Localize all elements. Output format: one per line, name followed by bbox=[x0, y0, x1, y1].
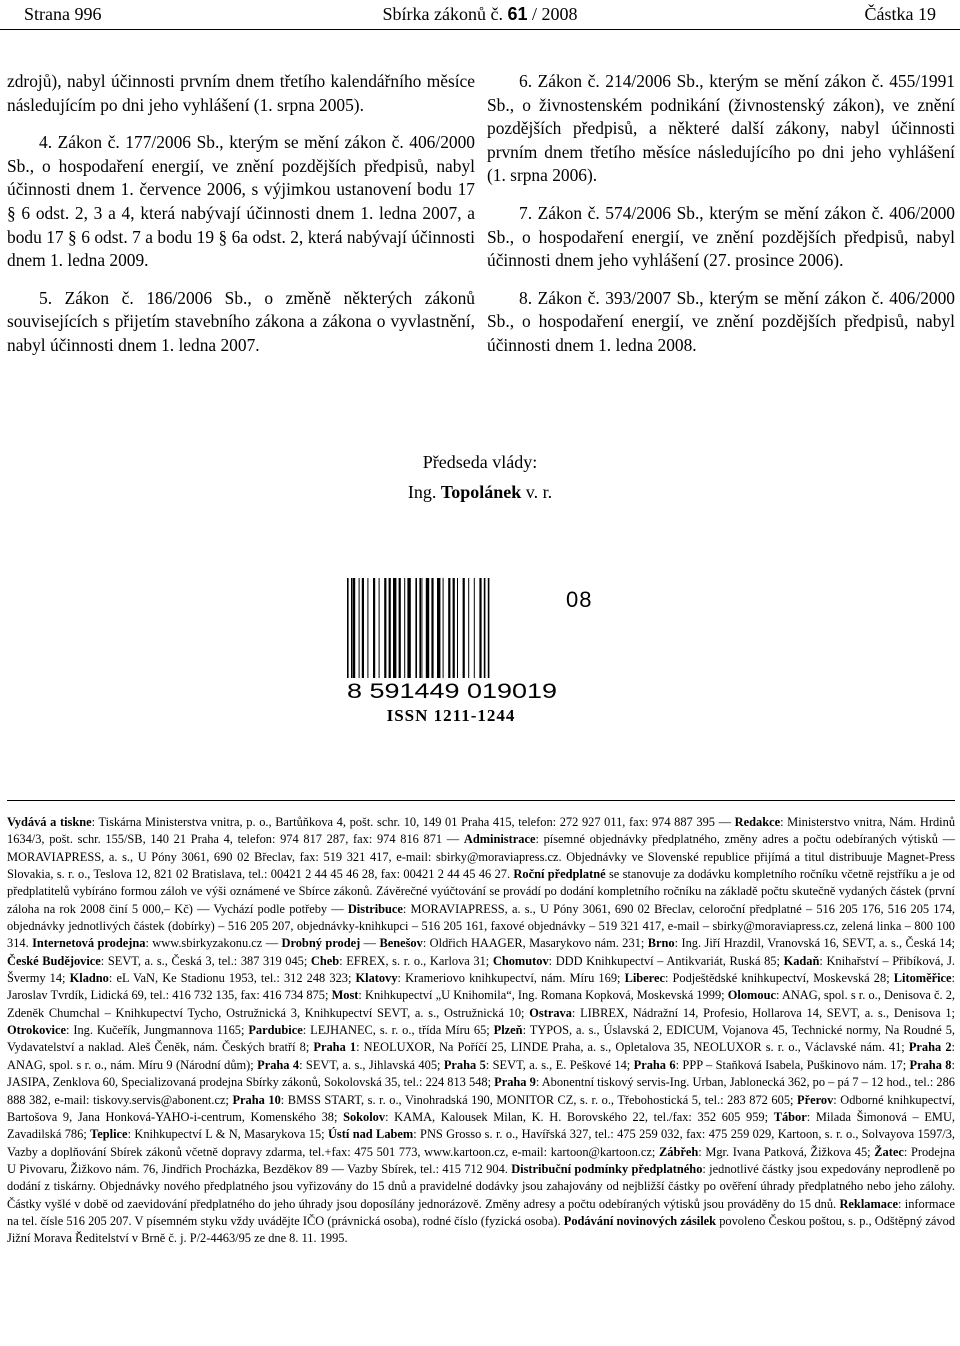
signature-role: Předseda vlády: bbox=[422, 452, 538, 472]
left-paragraph-2: 4. Zákon č. 177/2006 Sb., kterým se mění zákon č. 406/2000 Sb., o hospodaření energií, ve znění pozdějších předpisů, nabyl účinnosti dnem 1. července 2006, s výjimkou ustanovení bodu 17 § 6 odst. 2, 3 a 4, která nabývají účinnosti dnem 1. ledna 2007, a bodu 17 § 6 odst. 7 a bodu 19 § 6a odst. 2, která nabývají účinnosti dnem 1. ledna 2009. bbox=[7, 132, 475, 271]
barcode-bar bbox=[353, 578, 355, 678]
footer-text: : KAMA, Kalousek Milan, K. H. Borovského 22, tel./fax: 352 605 959; bbox=[385, 1109, 774, 1124]
barcode-bar bbox=[431, 578, 433, 678]
footer-label: Teplice bbox=[90, 1127, 128, 1142]
right-paragraph-3: 8. Zákon č. 393/2007 Sb., kterým se mění zákon č. 406/2000 Sb., o hospodaření energií, ve znění pozdějších předpisů, nabyl účinnosti dnem 1. ledna 2008. bbox=[487, 287, 955, 355]
barcode-bar bbox=[399, 578, 401, 678]
barcode-bars bbox=[347, 578, 489, 686]
footer-label: Distribuce bbox=[347, 901, 403, 916]
signature-name: Topolánek bbox=[440, 482, 522, 502]
left-column bbox=[7, 70, 475, 372]
footer-label: Pardubice bbox=[248, 1023, 303, 1038]
footer-label: Internetová prodejna bbox=[32, 936, 146, 951]
footer-label: Podávání novinových zásilek bbox=[563, 1213, 717, 1228]
footer-text: : Krameriovo knihkupectví, nám. Míru 169; bbox=[397, 971, 625, 986]
collection-prefix: Sbírka zákonů č. bbox=[382, 4, 503, 24]
footer-label: Chomutov bbox=[492, 953, 549, 968]
footer-text: : SEVT, a. s., E. Peškové 14; bbox=[485, 1057, 634, 1072]
barcode-bar bbox=[457, 578, 458, 678]
barcode-guard-bar bbox=[484, 578, 486, 686]
barcode-addon: 08 bbox=[566, 587, 593, 612]
barcode-bar bbox=[479, 578, 481, 678]
right-paragraph-1: 6. Zákon č. 214/2006 Sb., kterým se mění zákon č. 455/1991 Sb., o živnostenském podnikání (živnostenský zákon), ve znění pozdějších předpisů, a některé další zákony, nabyl účinnosti prvním dnem třetího měsíce následujícího po dni jeho vyhlášení (1. srpna 2006). bbox=[487, 71, 955, 186]
footer-text: : SEVT, a. s., Jihlavská 405; bbox=[299, 1057, 444, 1072]
barcode-bar bbox=[453, 578, 455, 678]
barcode-guard-bar bbox=[419, 578, 421, 686]
footer-text: : PPP – Staňková Isabela, Puškinovo nám. 17; bbox=[675, 1057, 910, 1072]
footer-label: Sokolov bbox=[343, 1109, 386, 1124]
footer-text: : Oldřich HAAGER, Masarykovo nám. 231; bbox=[422, 936, 648, 951]
signature-line bbox=[0, 477, 960, 507]
footer-text: : NEOLUXOR, Na Poříčí 25, LINDE Praha, a. s., Opletalova 35, NEOLUXOR s. r. o., Václavské nám. 41; bbox=[356, 1040, 909, 1055]
footer-label: Praha 4 bbox=[257, 1057, 300, 1072]
footer-text: : písemné objednávky předplatného, změny adres a počtu odebíraných výtisků — MORAVIAPRESS, a. s., U Póny 3061, 690 02 Břeclav, fax: 519 321 417, e-mail: sbirky@moraviapress.cz. Objednávky ve Slovenské republice přijímá a titul distribuuje Magnet-Press Slovakia, s. r. o., Teslova 12, 821 02 Bratislava, tel.: 00421 2 44 45 46 28, fax: 00421 2 44 45 46 27. bbox=[7, 832, 955, 882]
footer-text: : LEJHANEC, s. r. o., třída Míru 65; bbox=[302, 1023, 494, 1038]
barcode-bar bbox=[443, 578, 444, 678]
barcode-bar bbox=[468, 578, 469, 678]
footer-text: : Odborné knihkupectví, Bartošova 9, Jana Honková-YAHO-i-centrum, Komenského 38; bbox=[7, 1092, 955, 1124]
footer-text: : Prodejna U Pivovaru, Žižkovo nám. 76, Jindřich Procházka, Bezděkov 89 — Vazby Sbírek, tel.: 415 712 904. bbox=[7, 1144, 955, 1176]
footer-text: : Ing. Jiří Hrazdil, Vranovská 16, SEVT, a. s., Česká 14; bbox=[674, 936, 955, 951]
publisher-footer bbox=[7, 800, 955, 1248]
barcode-bar bbox=[359, 578, 360, 678]
barcode-bar bbox=[367, 578, 368, 678]
footer-label: Otrokovice bbox=[7, 1023, 66, 1038]
barcode-bar bbox=[426, 578, 429, 678]
footer-label: Praha 9 bbox=[494, 1075, 536, 1090]
footer-text: : Knihařství – Přibíková, J. Švermy 14; bbox=[7, 953, 956, 986]
footer-text: : Ing. Kučeřík, Jungmannova 1165; bbox=[65, 1023, 249, 1038]
barcode-bar bbox=[389, 578, 391, 678]
footer-text: : LIBREX, Nádražní 14, Profesio, Hollarova 14, SEVT, a. s., Denisova 1; bbox=[571, 1005, 956, 1020]
collection-title bbox=[0, 4, 960, 25]
footer-text: : ANAG, spol. s r. o., nám. Míru 9 (Národní dům); bbox=[7, 1040, 955, 1072]
right-column bbox=[487, 70, 955, 372]
footer-text: : BMSS START, s. r. o., Vinohradská 190, MONITOR CZ, s. r. o., Třebohostická 5, tel.: 283 872 605; bbox=[280, 1092, 798, 1107]
barcode-bar bbox=[463, 578, 465, 678]
footer-label: Ústí nad Labem bbox=[327, 1127, 414, 1142]
footer-text: : www.sbirkyzakonu.cz — bbox=[145, 936, 282, 951]
issn-number: ISSN 1211-1244 bbox=[386, 706, 516, 725]
footer-label: Liberec bbox=[624, 971, 665, 986]
barcode-image bbox=[339, 578, 563, 703]
barcode-guard-bar bbox=[415, 578, 417, 686]
footer-label: Most bbox=[331, 988, 359, 1003]
footer-text: : eL VaN, Ke Stadionu 1953, tel.: 312 248 323; bbox=[108, 971, 356, 986]
footer-label: České Budějovice bbox=[7, 953, 101, 968]
barcode-bar bbox=[474, 578, 475, 678]
footer-label: Distribuční podmínky předplatného bbox=[511, 1161, 703, 1176]
footer-label: Reklamace bbox=[839, 1196, 898, 1211]
footer-label: Cheb bbox=[310, 953, 340, 968]
barcode-bar bbox=[404, 578, 405, 678]
signature-block bbox=[0, 447, 960, 507]
barcode-bar bbox=[379, 578, 380, 678]
footer-text: : Abonentní tiskový servis-Ing. Urban, Jablonecká 362, po – pá 7 – 12 hod., tel.: 286 888 382, e-mail: tiskovy.servis@abonent.cz; bbox=[7, 1075, 955, 1107]
footer-text: : Jaroslav Tvrdík, Lidická 69, tel.: 416 732 135, fax: 416 734 875; bbox=[7, 971, 955, 1003]
footer-label: Praha 1 bbox=[313, 1040, 357, 1055]
footer-label: Ostrava bbox=[529, 1005, 572, 1020]
collection-number: 61 bbox=[507, 4, 528, 24]
page-header bbox=[0, 0, 960, 30]
barcode-bar bbox=[407, 578, 410, 678]
barcode-guard-bar bbox=[347, 578, 349, 686]
footer-label: Administrace bbox=[463, 832, 536, 847]
footer-label: Benešov bbox=[379, 936, 423, 951]
footer-label: Klatovy bbox=[355, 971, 398, 986]
footer-text: : jednotlivé částky jsou expedovány neprodleně po dodání z tiskárny. Objednávky nového předplatného jsou vyřizovány do 15 dnů a pravidelné dodávky jsou zahajovány od nejbližší částky po ověření úhrady předplatného nebo jeho zálohy. Částky vyšlé v době od zaevidování předplatného do jeho úhrady jsou doposílány jednorázově. Změny adresy a počtu odebíraných výtisků jsou prováděny do 15 dnů. bbox=[7, 1161, 955, 1211]
signature-suffix: v. r. bbox=[525, 482, 553, 502]
footer-text: : JASIPA, Zenklova 60, Specializovaná prodejna Sbírky zákonů, Sokolovská 35, tel.: 224 813 548; bbox=[7, 1057, 955, 1090]
barcode-bar bbox=[437, 578, 440, 678]
footer-text: : Ministerstvo vnitra, Nám. Hrdinů 1634/3, pošt. schr. 155/SB, 140 21 Praha 4, telefon: 974 817 287, fax: 974 816 871 — bbox=[7, 815, 956, 847]
part-number: Částka 19 bbox=[864, 4, 936, 24]
left-paragraph-1: zdrojů), nabyl účinnosti prvním dnem třetího kalendářního měsíce následujícím po dni jeho vyhlášení (1. srpna 2005). bbox=[7, 71, 475, 115]
signature-title: Ing. bbox=[407, 482, 437, 502]
footer-text: : PNS Grosso s. r. o., Havířská 327, tel.: 475 259 032, fax: 475 259 029, Kartoon, s. r. o., Solvayova 1597/3, Vazby a doplňování Sbírek zákonů včetně dopravy zdarma, tel.+fax: 475 501 773, www.kartoon.cz, e-mail: kartoon@kartoon.cz; bbox=[7, 1127, 955, 1159]
footer-label: Olomouc bbox=[727, 988, 776, 1003]
footer-label: Kladno bbox=[69, 971, 109, 986]
barcode-bar bbox=[421, 578, 422, 678]
footer-label: Plzeň bbox=[493, 1023, 523, 1038]
footer-label: Přerov bbox=[797, 1092, 834, 1107]
left-paragraph-3: 5. Zákon č. 186/2006 Sb., o změně některých zákonů souvisejících s přijetím stavebního zákona a zákona o vyvlastnění, nabyl účinnosti dnem 1. ledna 2007. bbox=[7, 287, 475, 355]
footer-text: : MORAVIAPRESS, a. s., U Póny 3061, 690 02 Břeclav, celoroční předplatné – 516 205 176, 516 205 174, objednávky jednotlivých částek (dobírky) – 516 205 207, objednávky-knihkupci – 516 205 161, faxové objednávky – 519 321 417, e-mail – sbirky@moraviapress.cz, zelená linka – 800 100 314. bbox=[7, 901, 955, 951]
barcode-bar bbox=[384, 578, 386, 678]
footer-text: : TYPOS, a. s., Úslavská 2, EDICUM, Vojanova 45, Technické normy, Na Roudné 5, Vydavatelství a naklad. Aleš Čeněk, nám. Českých bratří 8; bbox=[7, 1023, 956, 1055]
footer-text: se stanovuje za dodávku kompletního ročníku včetně rejstříku a je od předplatitelů vybíráno formou záloh ve výši oznámené ve Sbírce zákonů. Závěrečné vyúčtování se provádí po dodání kompletního ročníku na základě počtu skutečně vydaných částek (první záloha na rok 2008 činí 5 000,– Kč) — Vychází podle potřeby — bbox=[7, 867, 955, 916]
footer-label: Vydává a tiskne bbox=[7, 815, 92, 829]
footer-text: : Knihkupectví L & N, Masarykova 15; bbox=[127, 1127, 328, 1142]
footer-label: Kadaň bbox=[783, 953, 820, 968]
footer-label: Praha 5 bbox=[443, 1057, 486, 1072]
footer-text: : informace na tel. čísle 516 205 207. V písemném styku vždy uvádějte IČO (právnická osoba), rodné číslo (fyzická osoba). bbox=[7, 1196, 955, 1228]
footer-text: : Milada Šimonová – EMU, Zavadilská 786; bbox=[7, 1109, 955, 1142]
footer-label: Zábřeh bbox=[659, 1144, 699, 1159]
barcode-bar bbox=[362, 578, 364, 678]
footer-text: : Mgr. Ivana Patková, Žižkova 45; bbox=[698, 1144, 875, 1159]
barcode-digits: 8 591449 019019 bbox=[347, 680, 557, 703]
barcode-guard-bar bbox=[351, 578, 353, 686]
footer-text: — bbox=[360, 936, 380, 951]
footer-label: Žatec bbox=[874, 1144, 904, 1159]
page-number: Strana 996 bbox=[24, 4, 102, 24]
barcode-bar bbox=[448, 578, 450, 678]
barcode-bar bbox=[393, 578, 396, 678]
footer-label: Praha 2 bbox=[908, 1040, 952, 1055]
footer-text: : DDD Knihkupectví – Antikvariát, Ruská 85; bbox=[548, 953, 784, 968]
footer-label: Brno bbox=[647, 936, 675, 951]
barcode-guard-bar bbox=[488, 578, 490, 686]
footer-text: : EFREX, s. r. o., Karlova 31; bbox=[339, 953, 493, 968]
barcode-bar bbox=[373, 578, 375, 678]
footer-text: : ANAG, spol. s r. o., Denisova č. 2, Zdeněk Chumchal – Knihkupectví Tycho, Ostružnická 3, Knihkupectví SEVT, a. s., Ostružnická 10; bbox=[7, 988, 956, 1020]
footer-text: : Knihkupectví „U Knihomila“, Ing. Romana Kopková, Moskevská 1999; bbox=[358, 988, 728, 1003]
footer-label: Praha 6 bbox=[633, 1057, 676, 1072]
footer-label: Praha 10 bbox=[232, 1092, 281, 1107]
footer-text: : SEVT, a. s., Česká 3, tel.: 387 319 045; bbox=[100, 953, 311, 968]
footer-label: Praha 8 bbox=[909, 1057, 952, 1072]
footer-text: povoleno Českou poštou, s. p., Odštěpný závod Jižní Morava Ředitelství v Brně č. j. P/2-4463/95 ze dne 8. 11. 1995. bbox=[7, 1213, 956, 1246]
collection-year: / 2008 bbox=[531, 4, 578, 24]
footer-label: Drobný prodej bbox=[281, 936, 361, 951]
footer-label: Redakce bbox=[734, 815, 781, 829]
right-paragraph-2: 7. Zákon č. 574/2006 Sb., kterým se mění zákon č. 406/2000 Sb., o hospodaření energií, ve znění pozdějších předpisů, nabyl účinnosti dnem jeho vyhlášení (27. prosince 2006). bbox=[487, 202, 955, 271]
footer-label: Roční předplatné bbox=[513, 867, 606, 882]
footer-text: : Podještědské knihkupectví, Moskevská 28; bbox=[664, 971, 894, 986]
footer-label: Tábor bbox=[773, 1109, 807, 1124]
footer-text: : Tiskárna Ministerstva vnitra, p. o., Bartůňkova 4, pošt. schr. 10, 149 01 Praha 415, telefon: 272 927 011, fax: 974 887 395 — bbox=[91, 815, 735, 829]
footer-label: Litoměřice bbox=[893, 971, 952, 986]
